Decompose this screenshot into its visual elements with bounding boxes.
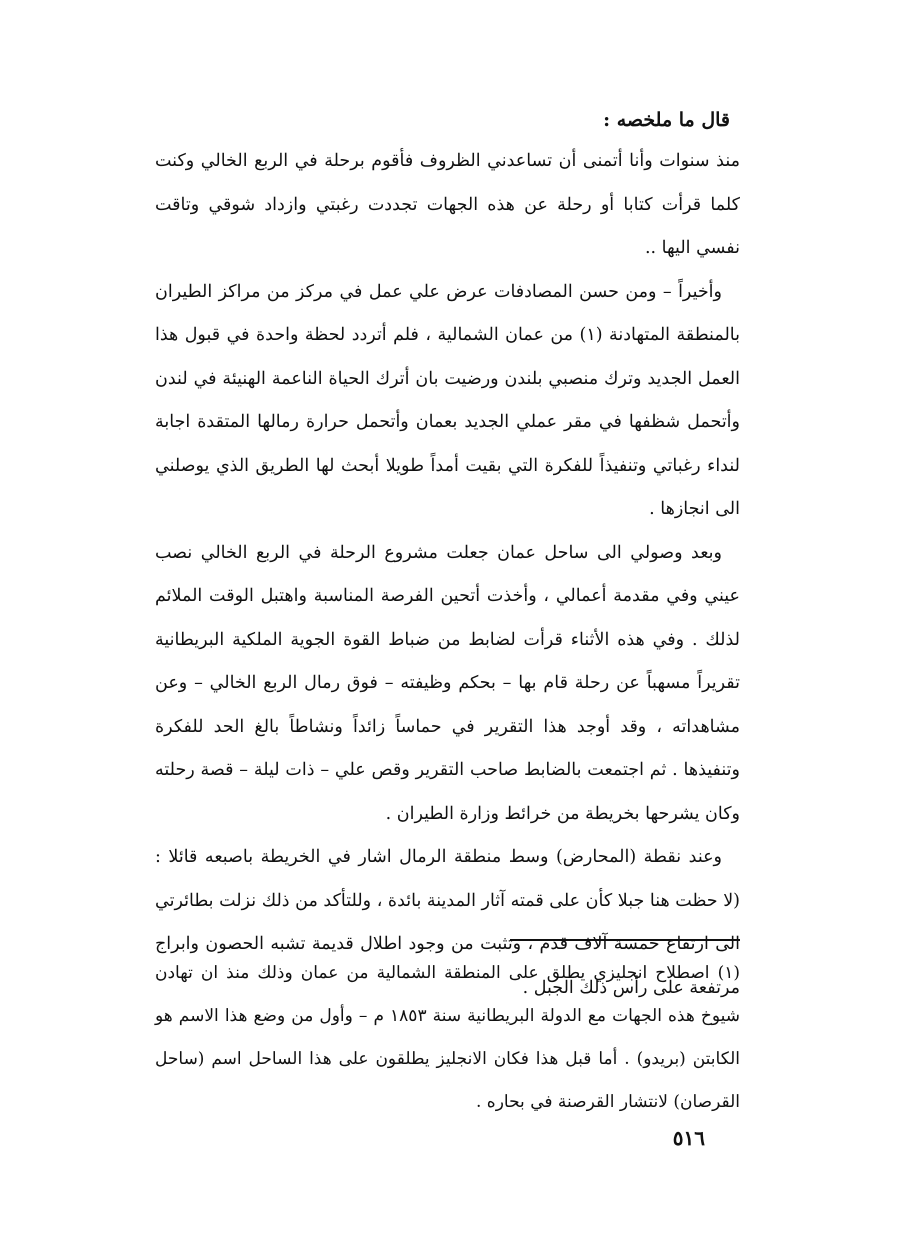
- paragraph-4: وعند نقطة (المحارض) وسط منطقة الرمال اشار في الخريطة باصبعه قائلا : (لا حظت هنا جبلا كأن على قمته آثار المدينة بائدة ، وللتأكد من ذلك نزلت بطائرتي الى ارتفاع خمسة آلاف قدم ، وتثبت من وجود اطلال قديمة تشبه الحصون وابراج مرتفعة على رأس ذلك الجبل .: [155, 847, 740, 998]
- main-text-block: [155, 140, 740, 1010]
- paragraph-3: وبعد وصولي الى ساحل عمان جعلت مشروع الرحلة في الربع الخالي نصب عيني وفي مقدمة أعمالي ، وأخذت أتحين الفرصة المناسبة واهتبل الوقت الملائم لذلك . وفي هذه الأثناء قرأت لضابط من ضباط القوة الجوية الملكية البريطانية تقريراً مسهباً عن رحلة قام بها – بحكم وظيفته – فوق رمال الربع الخالي – وعن مشاهداته ، وقد أوجد هذا التقرير في حماساً زائداً ونشاطاً بالغ الحد للفكرة وتنفيذها . ثم اجتمعت بالضابط صاحب التقرير وقص علي – ذات ليلة – قصة رحلته وكان يشرحها بخريطة من خرائط وزارة الطيران .: [155, 542, 740, 824]
- section-heading: قال ما ملخصه :: [603, 109, 730, 131]
- footnote-separator: [510, 939, 740, 941]
- page-number: ٥١٦: [672, 1126, 705, 1150]
- paragraph-2: وأخيراً – ومن حسن المصادفات عرض علي عمل في مركز من مراكز الطيران بالمنطقة المتهادنة (١) من عمان الشمالية ، فلم أتردد لحظة واحدة في قبول هذا العمل الجديد وترك منصبي بلندن ورضيت بان أترك الحياة الناعمة الهنيئة في لندن وأتحمل شظفها في مقر عملي الجديد بعمان وأتحمل حرارة رمالها المتقدة اجابة لنداء رغباتي وتنفيذاً للفكرة التي بقيت أمداً طويلا أبحث لها الطريق الذي يوصلني الى انجازها .: [155, 281, 740, 519]
- paragraph-1: منذ سنوات وأنا أتمنى أن تساعدني الظروف فأقوم برحلة في الربع الخالي وكنت كلما قرأت كتابا أو رحلة عن هذه الجهات تجددت رغبتي وازداد شوقي وتاقت نفسي اليها ..: [155, 151, 740, 258]
- footnote: (١) اصطلاح انجليزي يطلق على المنطقة الشمالية من عمان وذلك منذ ان تهادن شيوخ هذه الجهات مع الدولة البريطانية سنة ١٨٥٣ م – وأول من وضع هذا الاسم هو الكابتن (بريدو) . أما قبل هذا فكان الانجليز يطلقون على هذا الساحل اسم (ساحل القرصان) لانتشار القرصنة في بحاره .: [155, 963, 740, 1112]
